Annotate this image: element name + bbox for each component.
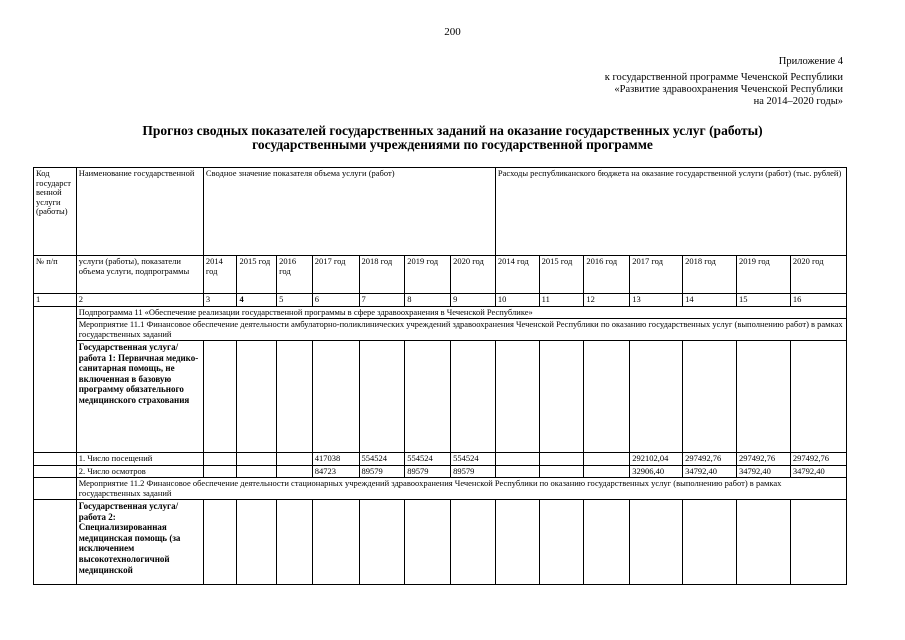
value-cell: 34792,40	[683, 465, 737, 478]
empty-cell	[312, 500, 359, 585]
empty-cell	[683, 500, 737, 585]
appendix-line: к государственной программе Чеченской Республики	[604, 72, 843, 83]
code-cell	[34, 453, 77, 466]
header-year: 2014 год	[203, 256, 237, 294]
title-line-2: государственными учреждениями по государственной программе	[252, 137, 653, 152]
empty-cell	[203, 341, 237, 453]
value-cell	[539, 465, 584, 478]
col-number: 12	[584, 294, 630, 307]
value-cell: 554524	[359, 453, 405, 466]
header-row-1	[34, 168, 847, 256]
header-row-2	[34, 256, 847, 294]
empty-cell	[405, 341, 451, 453]
header-year: 2018 год	[359, 256, 405, 294]
measure-row	[34, 478, 847, 500]
col-number: 16	[790, 294, 846, 307]
indicator-name: 1. Число посещений	[76, 453, 203, 466]
header-name-cont: услуги (работы), показатели объема услуги, подпрограммы	[76, 256, 203, 294]
measure-11-2: Мероприятие 11.2 Финансовое обеспечение деятельности стационарных учреждений здравоохранения Чеченской Республики по оказанию государственных услуг (выполнению работ) в рамках государственных заданий	[76, 478, 846, 500]
empty-cell	[584, 500, 630, 585]
col-number: 7	[359, 294, 405, 307]
page-number: 200	[444, 26, 461, 38]
value-cell	[539, 453, 584, 466]
value-cell: 297492,76	[683, 453, 737, 466]
value-cell	[203, 453, 237, 466]
empty-cell	[237, 500, 277, 585]
value-cell: 89579	[359, 465, 405, 478]
appendix-line: на 2014–2020 годы»	[753, 96, 843, 107]
value-cell: 297492,76	[736, 453, 790, 466]
subprogram-row	[34, 306, 847, 319]
code-cell	[34, 478, 77, 500]
code-cell	[34, 465, 77, 478]
empty-cell	[539, 341, 584, 453]
value-cell	[237, 465, 277, 478]
col-number: 11	[539, 294, 584, 307]
empty-cell	[790, 341, 846, 453]
value-cell	[277, 453, 313, 466]
appendix-line: «Развитие здравоохранения Чеченской Республики	[614, 84, 843, 95]
col-number: 15	[736, 294, 790, 307]
header-year: 2019 год	[405, 256, 451, 294]
col-number: 14	[683, 294, 737, 307]
header-year: 2019 год	[736, 256, 790, 294]
value-cell: 34792,40	[736, 465, 790, 478]
service-2-title: Государственная услуга/работа 2: Специализированная медицинская помощь (за исключением высокотехнологичной медицинской	[76, 500, 203, 585]
header-budget-group: Расходы республиканского бюджета на оказание государственной услуги (работ) (тыс. рублей)	[495, 168, 846, 256]
service-row	[34, 500, 847, 585]
measure-11-1: Мероприятие 11.1 Финансовое обеспечение деятельности амбулаторно-поликлинических учреждений здравоохранения Чеченской Республики по оказанию государственных услуг (выполнению работ) в рамках государственных заданий	[76, 319, 846, 341]
header-year: 2017 год	[312, 256, 359, 294]
forecast-table	[33, 167, 847, 585]
col-number: 10	[495, 294, 539, 307]
empty-cell	[405, 500, 451, 585]
empty-cell	[630, 341, 683, 453]
measure-row	[34, 319, 847, 341]
appendix-number: Приложение 4	[778, 56, 843, 67]
value-cell: 34792,40	[790, 465, 846, 478]
value-cell: 32906,40	[630, 465, 683, 478]
empty-cell	[451, 341, 496, 453]
value-cell: 89579	[451, 465, 496, 478]
value-cell	[495, 453, 539, 466]
service-1-title: Государственная услуга/работа 1: Первичная медико-санитарная помощь, не включенная в базовую программу обязательного медицинского страхования	[76, 341, 203, 453]
value-cell: 554524	[451, 453, 496, 466]
col-number: 6	[312, 294, 359, 307]
empty-cell	[736, 500, 790, 585]
code-cell	[34, 306, 77, 453]
value-cell	[203, 465, 237, 478]
indicator-row	[34, 465, 847, 478]
indicator-name: 2. Число осмотров	[76, 465, 203, 478]
col-number: 1	[34, 294, 77, 307]
header-year: 2016 год	[277, 256, 313, 294]
value-cell: 89579	[405, 465, 451, 478]
value-cell	[495, 465, 539, 478]
title-line-1: Прогноз сводных показателей государственных заданий на оказание государственных услуг (работы)	[142, 123, 763, 138]
col-number: 5	[277, 294, 313, 307]
col-number: 9	[451, 294, 496, 307]
value-cell	[277, 465, 313, 478]
subprogram-title: Подпрограмма 11 «Обеспечение реализации государственной программы в сфере здравоохранения в Чеченской Республике»	[76, 306, 846, 319]
empty-cell	[683, 341, 737, 453]
col-number: 3	[203, 294, 237, 307]
code-cell	[34, 500, 77, 585]
header-year: 2017 год	[630, 256, 683, 294]
empty-cell	[495, 341, 539, 453]
col-number: 8	[405, 294, 451, 307]
value-cell: 292102,04	[630, 453, 683, 466]
empty-cell	[451, 500, 496, 585]
header-code: Код государственной услуги (работы)	[34, 168, 77, 256]
col-number: 2	[76, 294, 203, 307]
column-number-row	[34, 294, 847, 307]
col-number: 13	[630, 294, 683, 307]
header-year: 2016 год	[584, 256, 630, 294]
empty-cell	[495, 500, 539, 585]
empty-cell	[359, 500, 405, 585]
value-cell: 554524	[405, 453, 451, 466]
appendix-caption	[605, 56, 843, 108]
indicator-row	[34, 453, 847, 466]
header-year: 2020 год	[790, 256, 846, 294]
value-cell	[584, 453, 630, 466]
empty-cell	[277, 500, 313, 585]
header-year: 2015 год	[237, 256, 277, 294]
empty-cell	[312, 341, 359, 453]
header-year: 2014 год	[495, 256, 539, 294]
empty-cell	[237, 341, 277, 453]
value-cell: 417038	[312, 453, 359, 466]
empty-cell	[584, 341, 630, 453]
empty-cell	[539, 500, 584, 585]
empty-cell	[790, 500, 846, 585]
col-number: 4	[237, 294, 277, 307]
empty-cell	[630, 500, 683, 585]
header-year: 2020 год	[451, 256, 496, 294]
header-year: 2015 год	[539, 256, 584, 294]
service-row	[34, 341, 847, 453]
empty-cell	[203, 500, 237, 585]
value-cell: 297492,76	[790, 453, 846, 466]
empty-cell	[277, 341, 313, 453]
value-cell	[584, 465, 630, 478]
document-title	[0, 124, 905, 152]
header-name: Наименование государственной	[76, 168, 203, 256]
header-row-number: № п/п	[34, 256, 77, 294]
header-year: 2018 год	[683, 256, 737, 294]
empty-cell	[736, 341, 790, 453]
value-cell	[237, 453, 277, 466]
value-cell: 84723	[312, 465, 359, 478]
header-volume-group: Сводное значение показателя объема услуги (работ)	[203, 168, 495, 256]
empty-cell	[359, 341, 405, 453]
